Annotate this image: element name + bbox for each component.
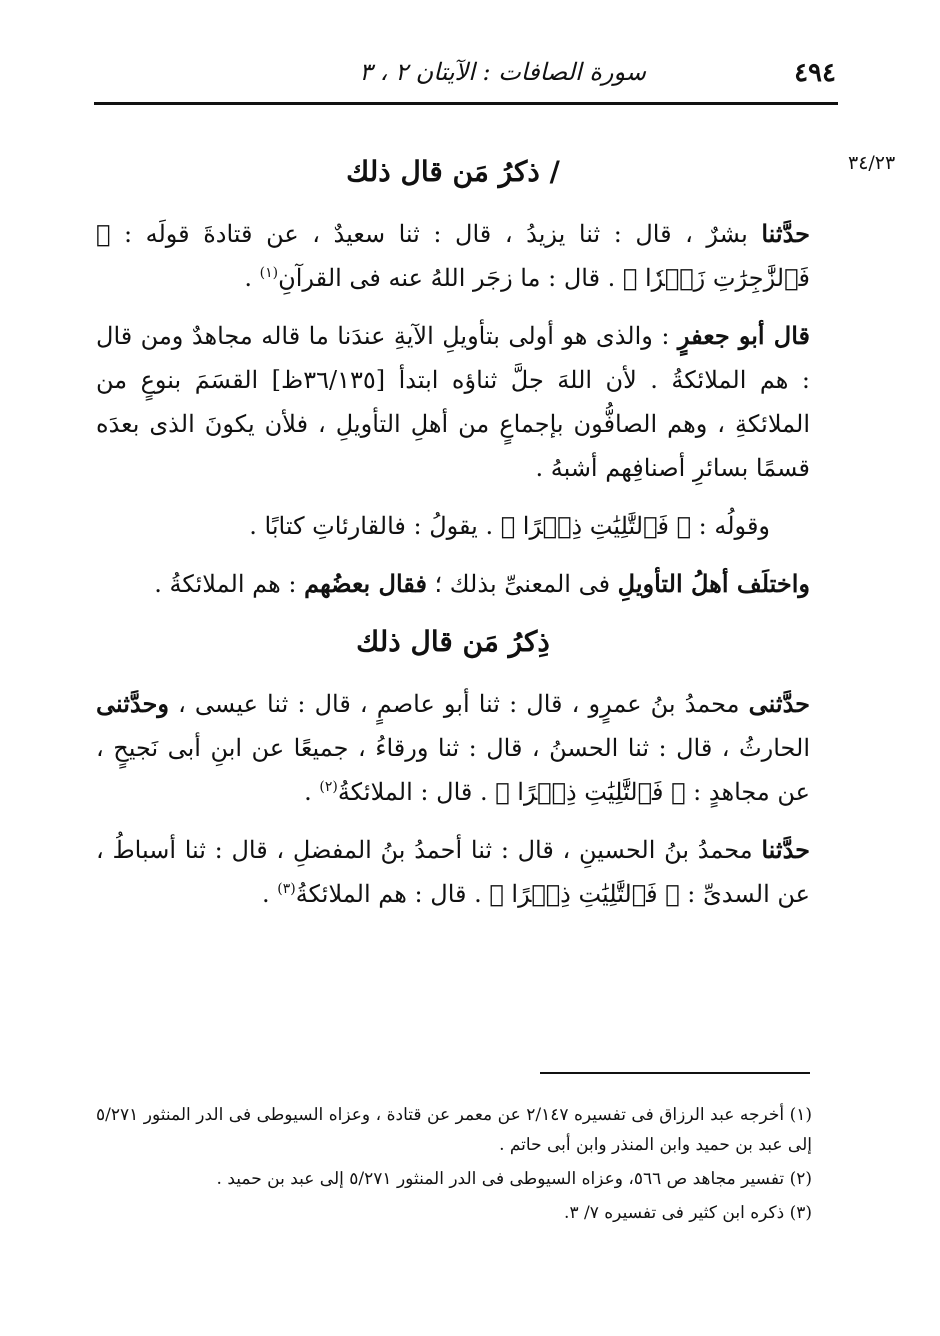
page-number: ٤٩٤: [794, 58, 836, 88]
paragraph-bold: وحدَّثنى: [96, 689, 169, 718]
footnote: (١) أخرجه عبد الرزاق فى تفسيره ٢/١٤٧ عن معمر عن قتادة ، وعزاه السيوطى فى الدر المنثور ٥/٢٧١ إلى عبد بن حميد وابن المنذر وابن أبى حاتم .: [96, 1105, 812, 1155]
paragraph-text: فى المعنىِّ بذلك ؛: [426, 570, 618, 598]
paragraph-tail: .: [304, 778, 320, 806]
paragraph: [96, 682, 810, 814]
paragraph-tail: : هم الملائكةُ .: [154, 570, 305, 598]
paragraph-text-continued: الحارثُ ، قال : ثنا الحسنُ ، قال : ثنا ورقاءُ ، جميعًا عن ابنِ أبى نَجيحٍ ، عن مجاهدٍ : ﴿ فَٱلتَّٰلِيَٰتِ ذِكۡرًا ﴾ . قال : الملائكةُ: [96, 734, 810, 806]
paragraph-bold: فقال بعضُهم: [304, 569, 427, 598]
margin-reference: ٣٤/٢٣: [848, 152, 896, 174]
paragraph-lead: واختلَف أهلُ التأويلِ: [617, 569, 810, 598]
paragraph-text: محمدُ بنُ الحسينِ ، قال : ثنا أحمدُ بنُ المفضلِ ، قال : ثنا أسباطُ ، عن السدىِّ : ﴿ فَٱلتَّٰلِيَٰتِ ذِكۡرًا ﴾ . قال : هم الملائكةُ: [96, 836, 810, 908]
paragraph-tail: .: [244, 264, 260, 292]
paragraph-text: بشرٌ ، قال : ثنا يزيدُ ، قال : ثنا سعيدٌ ، عن قتادةَ قولَه : ﴿ فَٱلزَّٰجِرَٰتِ زَجۡرٗا ﴾ . قال : ما زجَر اللهُ عنه فى القرآنِ: [96, 220, 810, 292]
running-title: سورة الصافات : الآيتان ٢ ، ٣: [359, 58, 646, 86]
main-text: [96, 140, 810, 930]
footnote-marker[interactable]: (١): [259, 265, 279, 281]
footnotes: [96, 1100, 812, 1232]
paragraph-lead: حدَّثنا: [761, 219, 810, 248]
footnote-marker[interactable]: (٣): [277, 881, 296, 897]
paragraph: [96, 314, 810, 490]
paragraph-text: محمدُ بنُ عمرٍو ، قال : ثنا أبو عاصمٍ ، قال : ثنا عيسى ،: [168, 690, 749, 718]
paragraph-tail: .: [261, 880, 278, 908]
paragraph: [96, 562, 810, 606]
paragraph: [96, 828, 810, 916]
paragraph-lead: حدَّثنى: [748, 689, 810, 718]
section-heading: ذِكرُ مَن قال ذلك: [356, 625, 550, 658]
paragraph-text: : والذى هو أولى بتأويلِ الآيةِ عندَنا ما قاله مجاهدٌ ومن قال : هم الملائكةُ . لأن اللهَ جلَّ ثناؤه ابتدأ [٣٦/١٣٥ظ] القسَمَ بنوعٍ من الملائكةِ ، وهم الصافُّون بإجماعٍ من أهلِ التأويلِ ، فلأن يكونَ الذى بعدَه قسمًا بسائرِ أصنافِهم أشبهُ .: [96, 322, 811, 482]
paragraph: [96, 504, 810, 548]
footnote-divider: [540, 1072, 810, 1074]
paragraph: [96, 212, 810, 300]
section-heading: / ذكرُ مَن قال ذلك: [346, 155, 560, 188]
footnote: (٣) ذكره ابن كثير فى تفسيره ٧/ ٣.: [564, 1203, 812, 1223]
paragraph-text: وقولُه : ﴿ فَٱلتَّٰلِيَٰتِ ذِكۡرًا ﴾ . يقولُ : فالقارئاتِ كتابًا .: [249, 512, 770, 540]
footnote: (٢) تفسير مجاهد ص ٥٦٦، وعزاه السيوطى فى الدر المنثور ٥/٢٧١ إلى عبد بن حميد .: [216, 1169, 812, 1189]
footnote-marker[interactable]: (٢): [319, 779, 338, 795]
page-header: [96, 52, 836, 102]
header-divider: [94, 102, 838, 105]
paragraph-lead: قال أبو جعفرٍ: [677, 321, 810, 350]
paragraph-lead: حدَّثنا: [761, 835, 810, 864]
